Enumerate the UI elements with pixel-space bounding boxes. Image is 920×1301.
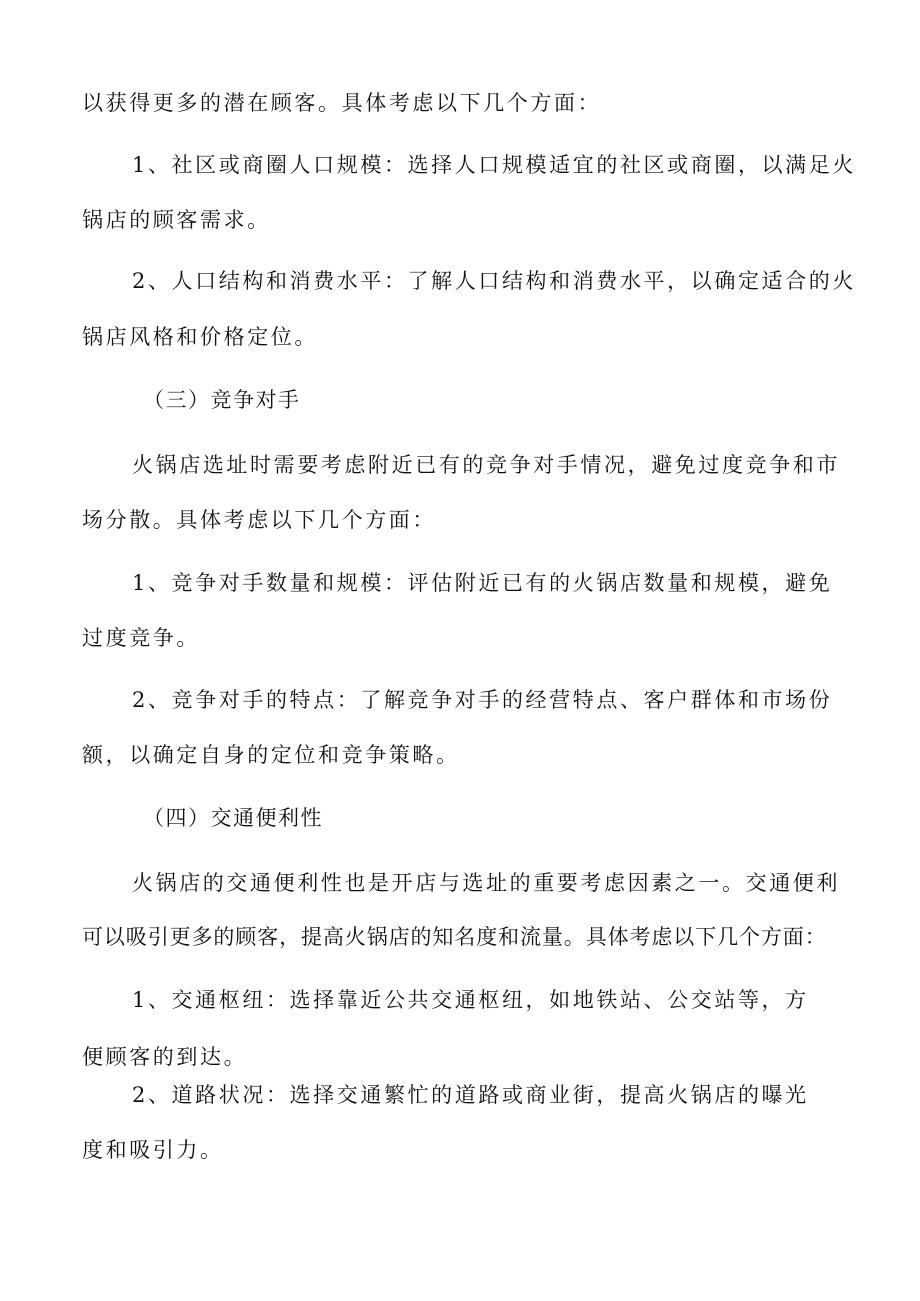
paragraph-line: 火锅店的交通便利性也是开店与选址的重要考虑因素之一。交通便利: [132, 871, 840, 895]
paragraph-line: 火锅店选址时需要考虑附近已有的竞争对手情况，避免过度竞争和市: [132, 453, 840, 477]
list-item-line: 锅店的顾客需求。: [82, 208, 271, 232]
paragraph-line: 场分散。具体考虑以下几个方面：: [82, 508, 436, 532]
list-item-line: 1、竞争对手数量和规模：评估附近已有的火锅店数量和规模，避免: [132, 571, 833, 595]
section-heading: （四）交通便利性: [143, 806, 323, 830]
list-item-line: 2、人口结构和消费水平：了解人口结构和消费水平，以确定适合的火: [132, 269, 856, 293]
list-item-line: 1、社区或商圈人口规模：选择人口规模适宜的社区或商圈，以满足火: [132, 153, 856, 177]
list-item-line: 便顾客的到达。: [82, 1045, 248, 1069]
paragraph-line: 可以吸引更多的顾客，提高火锅店的知名度和流量。具体考虑以下几个方面：: [82, 925, 827, 949]
list-item-line: 2、道路状况：选择交通繁忙的道路或商业街，提高火锅店的曝光: [132, 1083, 809, 1107]
list-item-line: 过度竞争。: [82, 626, 200, 650]
list-item-line: 1、交通枢纽：选择靠近公共交通枢纽，如地铁站、公交站等，方: [132, 988, 809, 1012]
list-item-line: 度和吸引力。: [82, 1138, 224, 1162]
paragraph-line: 以获得更多的潜在顾客。具体考虑以下几个方面：: [82, 91, 602, 115]
list-item-line: 2、竞争对手的特点：了解竞争对手的经营特点、客户群体和市场份: [132, 688, 833, 712]
list-item-line: 额，以确定自身的定位和竞争策略。: [82, 743, 460, 767]
section-heading: （三）竞争对手: [143, 388, 301, 412]
list-item-line: 锅店风格和价格定位。: [82, 325, 318, 349]
